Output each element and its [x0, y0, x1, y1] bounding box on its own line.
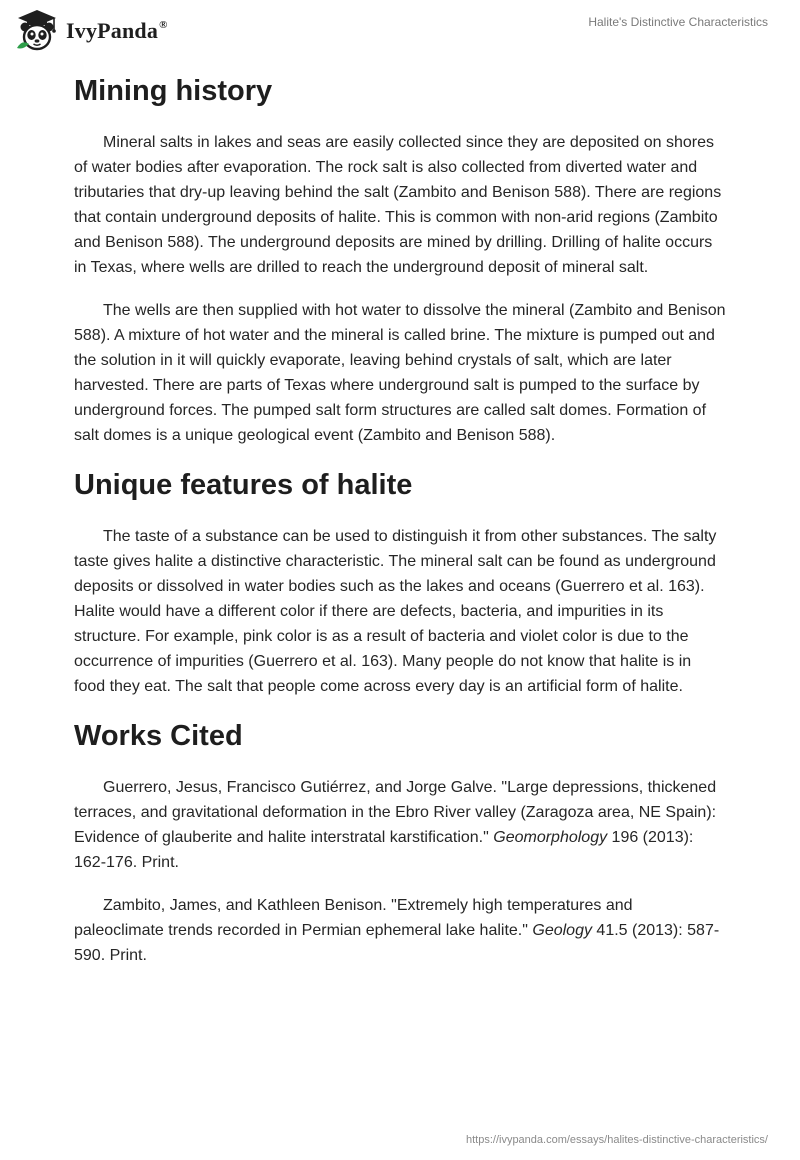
panda-graduate-icon: [14, 8, 60, 54]
page-header: [0, 0, 800, 70]
section-heading: Mining history: [74, 75, 273, 107]
citation: Guerrero, Jesus, Francisco Gutiérrez, and Jorge Galve. "Large depressions, thickened terraces, and gravitational deformation in the Ebro River valley (Zaragoza area, NE Spain): Evidence of glauberite and halite interstratal karstification." Geomorphology 196 (2013): 162-176. Print.: [74, 779, 717, 871]
paragraph: The wells are then supplied with hot water to dissolve the mineral (Zambito and Benison 588). A mixture of hot water and the mineral is called brine. The mixture is pumped out and the solution in it will quickly evaporate, leaving behind crystals of salt, which are later harvested. There are parts of Texas where underground salt is pumped to the surface by underground forces. The pumped salt form structures are called salt domes. Formation of salt domes is a unique geological event (Zambito and Benison 588).: [74, 302, 726, 444]
journal-title: Geomorphology: [493, 829, 608, 846]
document-title: Halite's Distinctive Characteristics: [588, 15, 768, 29]
source-url[interactable]: https://ivypanda.com/essays/halites-distinctive-characteristics/: [465, 1134, 768, 1146]
paragraph: Mineral salts in lakes and seas are easily collected since they are deposited on shores of water bodies after evaporation. The rock salt is also collected from diverted water and tributaries that dry-up leaving behind the salt (Zambito and Benison 588). There are regions that contain underground deposits of halite. This is common with non-arid regions (Zambito and Benison 588). The underground deposits are mined by drilling. Drilling of halite occurs in Texas, where wells are drilled to reach the underground deposit of mineral salt.: [74, 134, 722, 276]
journal-title: Geology: [532, 922, 592, 939]
section-mining-history: [74, 72, 726, 448]
paragraph: The taste of a substance can be used to distinguish it from other substances. The salty taste gives halite a distinctive characteristic. The mineral salt can be found as underground deposits or dissolved in water bodies such as the lakes and oceans (Guerrero et al. 163). Halite would have a different color if there are defects, bacteria, and impurities in its structure. For example, pink color is as a result of bacteria and violet color is due to the occurrence of impurities (Guerrero et al. 163). Many people do not know that halite is in food they eat. The salt that people come across every day is an artificial form of halite.: [74, 528, 717, 695]
section-works-cited: [74, 717, 726, 968]
logo-wordmark: IvyPanda®: [66, 18, 168, 43]
section-unique-features: [74, 466, 726, 699]
citation: Zambito, James, and Kathleen Benison. "Extremely high temperatures and paleoclimate trends recorded in Permian ephemeral lake halite." Geology 41.5 (2013): 587- 590. Print.: [74, 897, 720, 964]
section-heading: Unique features of halite: [74, 469, 413, 501]
section-heading: Works Cited: [74, 720, 243, 752]
ivypanda-logo[interactable]: [14, 8, 168, 54]
essay-body: [74, 72, 726, 986]
